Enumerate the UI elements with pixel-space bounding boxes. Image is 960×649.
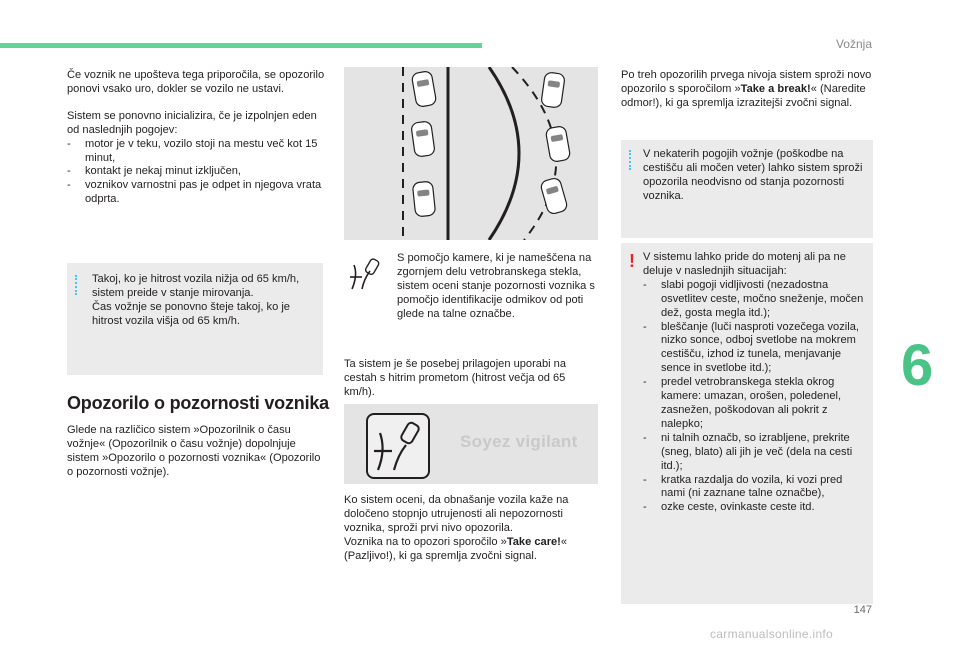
list-item: - ni talnih označb, so izrabljene, prekrite (sneg, blato) ali jih je več (dela na cesti itd.);	[643, 432, 868, 474]
paragraph-first-level: Ko sistem oceni, da obnašanje vozila kaže na določeno stopnjo utrujenosti ali nepozornosti voznika, sproži prvi nivo opozorila.	[344, 494, 569, 534]
road-illustration	[344, 67, 598, 240]
driver-attention-icon	[366, 413, 430, 479]
paragraph-take-care	[344, 536, 598, 564]
page-number: 147	[853, 604, 872, 616]
paragraph-repeat-warning: Če voznik ne upošteva tega priporočila, se opozorilo ponovi vsako uro, dokler se vozilo ne ustavi.	[67, 69, 325, 95]
lane-departure-icon	[348, 255, 384, 291]
paragraph-take-break	[621, 69, 873, 111]
section-heading: Opozorilo o pozornosti voznika	[67, 393, 329, 413]
section-title: Vožnja	[835, 37, 872, 51]
display-message: Soyez vigilant	[460, 432, 578, 451]
take-care-suffix: « (Pazljivo!), ki ga spremlja zvočni signal.	[344, 535, 568, 562]
header-accent-bar	[0, 43, 482, 48]
column-2-lower	[344, 494, 598, 564]
paragraph-reset-intro: Sistem se ponovno inicializira, če je izpolnjen eden od naslednjih pogojev:	[67, 109, 317, 136]
display-illustration	[344, 404, 598, 484]
lane-drift-illustration	[344, 67, 598, 240]
camera-description: S pomočjo kamere, ki je nameščena na zgornjem delu vetrobranskega stekla, sistem oceni stanje pozornosti voznika s pomočjo identifikacije odmikov od poti glede na talne označbe.	[397, 252, 595, 320]
reset-conditions-list	[67, 138, 325, 208]
take-break-suffix: « (Naredite odmor!), ki ga spremlja izrazitejši zvočni signal.	[621, 82, 866, 109]
warning-icon: !	[629, 251, 635, 271]
list-item: - kratka razdalja do vozila, ki vozi pred nami (ni zaznane talne označbe),	[643, 474, 868, 502]
watermark: carmanualsonline.info	[710, 627, 834, 641]
list-item: - motor je v teku, vozilo stoji na mestu več kot 15 minut,	[67, 138, 325, 166]
list-item: - bleščanje (luči nasproti vozečega vozila, nizko sonce, odboj svetlobe na mokrem cestišču, izhod iz tunela, menjavanje sence in svetlobe itd.);	[643, 321, 868, 377]
list-item: - ozke ceste, ovinkaste ceste itd.	[643, 501, 868, 515]
chapter-number: 6	[901, 333, 934, 398]
column-1	[67, 69, 325, 207]
take-break-message: Take a break!	[740, 82, 811, 95]
warning-box	[621, 243, 873, 604]
info-icon	[75, 275, 80, 295]
list-item: - kontakt je nekaj minut izključen,	[67, 165, 325, 179]
info-text-standby: Takoj, ko je hitrost vozila nižja od 65 km/h, sistem preide v stanje mirovanja.	[92, 273, 300, 299]
info-text-road-conditions: V nekaterih pogojih vožnje (poškodbe na cestišču ali močen veter) lahko sistem sproži opozorila neodvisno od stanja pozornosti voznika.	[643, 148, 863, 202]
paragraph-highway: Ta sistem je še posebej prilagojen uporabi na cestah s hitrim prometom (hitrost večja od 65 km/h).	[344, 358, 567, 398]
info-box-conditions	[621, 140, 873, 238]
take-care-message: Take care!	[506, 535, 561, 548]
info-text-resume: Čas vožnje se ponovno šteje takoj, ko je hitrost vozila višja od 65 km/h.	[92, 300, 290, 327]
info-box-speed	[67, 263, 323, 375]
take-break-prefix: Po treh opozorilih prvega nivoja sistem sproži novo opozorilo s sporočilom »	[621, 69, 872, 95]
list-item: - voznikov varnostni pas je odpet in njegova vrata odprta.	[67, 179, 325, 207]
warning-list	[643, 279, 868, 515]
paragraph-system-variant: Glede na različico sistem »Opozorilnik o času vožnje« (Opozorilnik o času vožnje) dopolnjuje sistem »Opozorilo o pozornosti voznika« (Opozorilo o pozornosti vožnje).	[67, 424, 321, 478]
list-item: - predel vetrobranskega stekla okrog kamere: umazan, orošen, poledenel, zasnežen, poškodovan ali pokrit z nalepko;	[643, 376, 868, 432]
warning-intro: V sistemu lahko pride do motenj ali pa ne deluje v naslednjih situacijah:	[643, 251, 846, 277]
list-item: - slabi pogoji vidljivosti (nezadostna osvetlitev ceste, močno sneženje, močen dež, gosta megla itd.);	[643, 279, 868, 321]
info-icon	[629, 150, 634, 170]
take-care-prefix: Voznika na to opozori sporočilo »	[344, 535, 507, 548]
